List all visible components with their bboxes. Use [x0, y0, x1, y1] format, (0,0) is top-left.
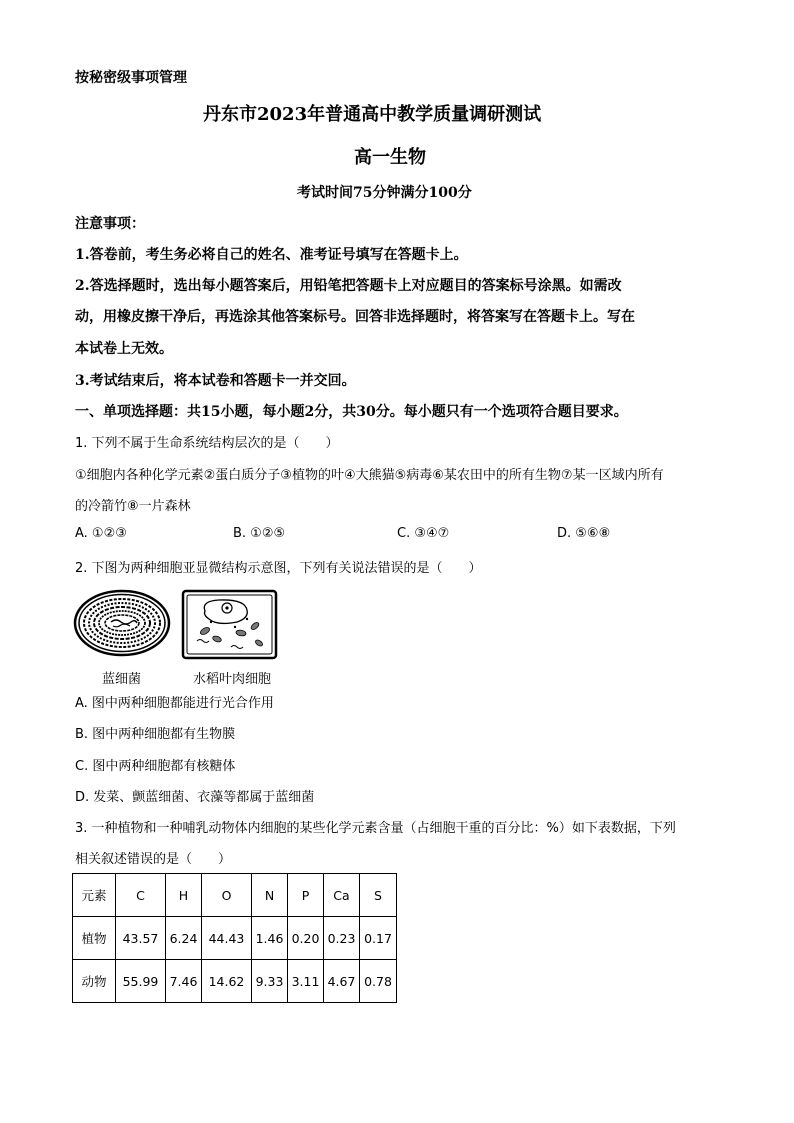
- table-cell: 44.43: [202, 917, 252, 960]
- table-row: [73, 960, 397, 1003]
- table-header-cell: O: [202, 874, 252, 917]
- q1-items-line-1: ①细胞内各种化学元素②蛋白质分子③植物的叶④大熊猫⑤病毒⑥某农田中的所有生物⑦某一区域内所有: [75, 468, 664, 483]
- note-item-2-line-2: 动，用橡皮擦干净后，再选涂其他答案标号。回答非选择题时，将答案写在答题卡上。写在: [75, 309, 635, 325]
- table-header-cell: N: [252, 874, 288, 917]
- table-cell: 55.99: [116, 960, 166, 1003]
- table-cell: 4.67: [324, 960, 360, 1003]
- q1-option-a: A. ①②③: [75, 526, 127, 541]
- table-cell: 43.57: [116, 917, 166, 960]
- table-cell: 9.33: [252, 960, 288, 1003]
- q2-stem: 2. 下图为两种细胞亚显微结构示意图，下列有关说法错误的是（ ）: [75, 561, 482, 576]
- note-item-2-line-1: 2.答选择题时，选出每小题答案后，用铅笔把答题卡上对应题目的答案标号涂黑。如需改: [75, 278, 622, 294]
- table-cell: 0.23: [324, 917, 360, 960]
- q3-stem-line-2: 相关叙述错误的是（ ）: [75, 852, 232, 867]
- q1-option-c: C. ③④⑦: [397, 526, 450, 541]
- table-row: [73, 917, 397, 960]
- q2-option-d: D. 发菜、颤蓝细菌、衣藻等都属于蓝细菌: [75, 790, 315, 805]
- note-item-1: 1.答卷前，考生务必将自己的姓名、准考证号填写在答题卡上。: [75, 247, 468, 263]
- table-header-row: [73, 874, 397, 917]
- table-cell: 动物: [73, 960, 116, 1003]
- q2-caption-cyanobacterium: 蓝细菌: [102, 672, 142, 687]
- table-header-cell: P: [288, 874, 324, 917]
- table-header-cell: H: [166, 874, 202, 917]
- q1-stem: 1. 下列不属于生命系统结构层次的是（ ）: [75, 436, 339, 451]
- q3-stem-line-1: 3. 一种植物和一种哺乳动物体内细胞的某些化学元素含量（占细胞干重的百分比：%）如下表数据，下列: [75, 821, 676, 836]
- table-header-cell: S: [360, 874, 397, 917]
- table-cell: 0.20: [288, 917, 324, 960]
- exam-title: 丹东市2023年普通高中教学质量调研测试: [203, 104, 542, 125]
- q1-items-line-2: 的冷箭竹⑧一片森林: [75, 499, 191, 514]
- q1-option-b: B. ①②⑤: [233, 526, 286, 541]
- cyanobacterium-illustration: [73, 589, 171, 657]
- exam-time-info: 考试时间75分钟满分100分: [297, 185, 472, 201]
- table-cell: 0.78: [360, 960, 397, 1003]
- table-header-cell: 元素: [73, 874, 116, 917]
- subject-title: 高一生物: [354, 147, 426, 168]
- table-cell: 6.24: [166, 917, 202, 960]
- table-header-cell: Ca: [324, 874, 360, 917]
- q1-option-d: D. ⑤⑥⑧: [557, 526, 611, 541]
- table-header-cell: C: [116, 874, 166, 917]
- table-cell: 植物: [73, 917, 116, 960]
- element-content-table: [72, 873, 397, 1003]
- notes-heading: 注意事项：: [75, 216, 145, 232]
- table-cell: 1.46: [252, 917, 288, 960]
- q2-option-b: B. 图中两种细胞都有生物膜: [75, 727, 236, 742]
- table-cell: 14.62: [202, 960, 252, 1003]
- rice-mesophyll-cell-illustration: [181, 589, 279, 661]
- section-1-heading: 一、单项选择题：共15小题，每小题2分，共30分。每小题只有一个选项符合题目要求。: [75, 404, 628, 420]
- q2-option-c: C. 图中两种细胞都有核糖体: [75, 759, 236, 774]
- note-item-3: 3.考试结束后，将本试卷和答题卡一并交回。: [75, 373, 356, 389]
- secrecy-label: 按秘密级事项管理: [75, 70, 187, 86]
- table-cell: 7.46: [166, 960, 202, 1003]
- q2-option-a: A. 图中两种细胞都能进行光合作用: [75, 696, 274, 711]
- table-cell: 0.17: [360, 917, 397, 960]
- table-cell: 3.11: [288, 960, 324, 1003]
- q2-caption-rice-cell: 水稻叶肉细胞: [193, 672, 272, 687]
- note-item-2-line-3: 本试卷上无效。: [75, 341, 173, 357]
